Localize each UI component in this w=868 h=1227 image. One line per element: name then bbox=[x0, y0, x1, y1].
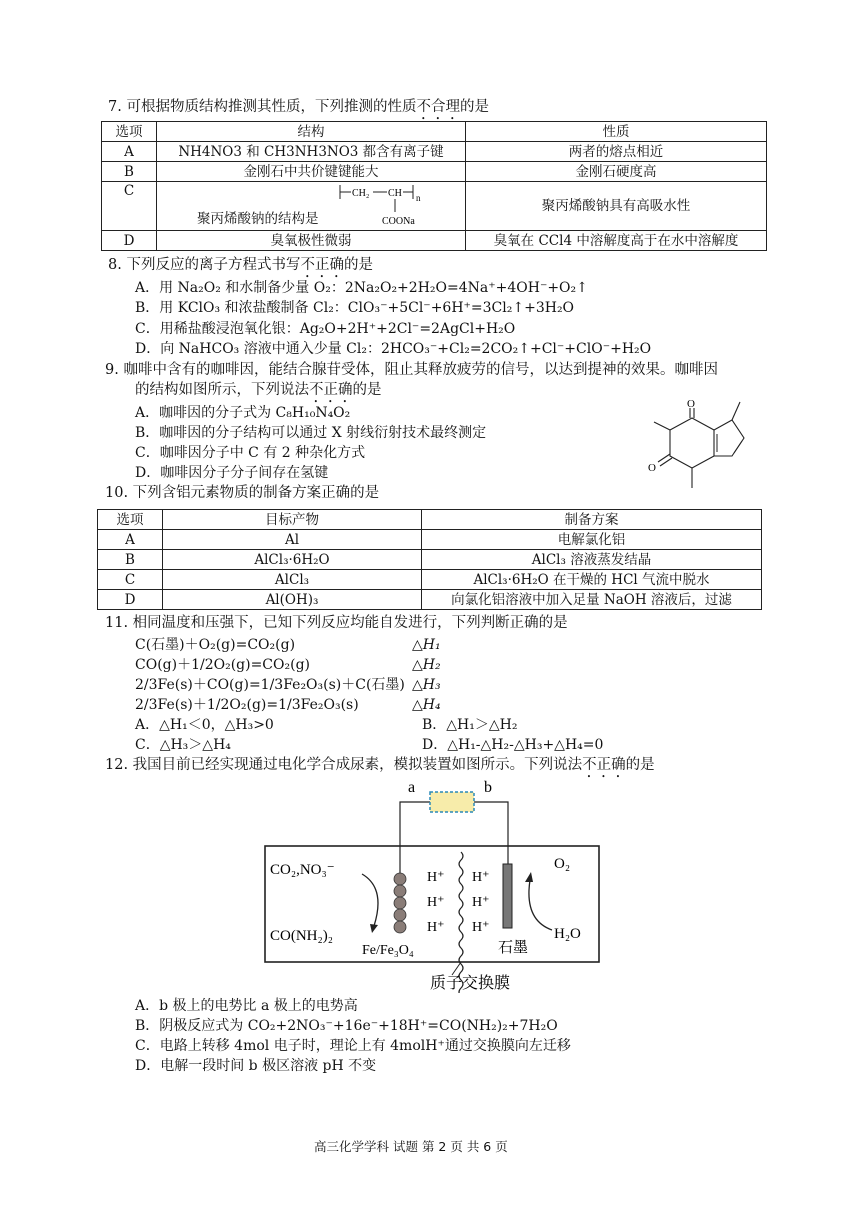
q11-reaction-4: 2/3Fe(s)＋1/2O₂(g)=1/3Fe₂O₃(s) bbox=[135, 697, 359, 713]
q11-stem: 11. 相同温度和压强下，已知下列反应均能自发进行，下列判断正确的是 bbox=[105, 615, 568, 631]
table-header-row bbox=[98, 510, 762, 530]
h-plus-r2: H⁺ bbox=[472, 895, 490, 910]
row-option: D bbox=[102, 231, 157, 251]
membrane-line bbox=[459, 852, 463, 993]
power-supply bbox=[430, 792, 474, 812]
row-method: 向氯化铝溶液中加入足量 NaOH 溶液后，过滤 bbox=[422, 590, 762, 610]
q11-reaction-1: C(石墨)＋O₂(g)=CO₂(g) bbox=[135, 637, 296, 653]
q10-table bbox=[97, 509, 762, 610]
row-option: D bbox=[98, 590, 163, 610]
q9-stem-end: 的是 bbox=[352, 382, 382, 398]
header-method: 制备方案 bbox=[422, 510, 762, 530]
q11-dh-1: △H₁ bbox=[412, 637, 441, 653]
row-property: 两者的熔点相近 bbox=[466, 142, 767, 162]
label-co-nh2: CO(NH₂)₂ bbox=[270, 928, 333, 944]
row-structure: NH4NO3 和 CH3NH3NO3 都含有离子键 bbox=[157, 142, 466, 162]
q9-option-b: B．咖啡因的分子结构可以通过 X 射线衍射技术最终测定 bbox=[135, 425, 487, 441]
q10-stem: 10. 下列含铝元素物质的制备方案正确的是 bbox=[105, 485, 380, 501]
polymer-coona: COONa bbox=[382, 216, 415, 227]
q12-option-a: A．b 极上的电势比 a 极上的电势高 bbox=[135, 998, 358, 1014]
row-option: B bbox=[102, 162, 157, 182]
label-a: a bbox=[408, 779, 416, 796]
row-method: AlCl₃·6H₂O 在干燥的 HCl 气流中脱水 bbox=[422, 570, 762, 590]
table-row bbox=[98, 590, 762, 610]
q8-option-c: C．用稀盐酸浸泡氧化银：Ag₂O+2H⁺+2Cl⁻=2AgCl+H₂O bbox=[135, 321, 516, 337]
h-plus-l3: H⁺ bbox=[427, 920, 445, 935]
polymer-n: n bbox=[416, 193, 421, 203]
label-membrane: 质子交换膜 bbox=[430, 975, 511, 992]
label-fe-fe3o4: Fe/Fe₃O₄ bbox=[362, 943, 414, 958]
row-property: 臭氧在 CCl4 中溶解度高于在水中溶解度 bbox=[466, 231, 767, 251]
row-option: C bbox=[102, 182, 157, 231]
header-option: 选项 bbox=[102, 122, 157, 142]
polymer-ch2: CH₂ bbox=[352, 188, 370, 199]
header-structure: 结构 bbox=[157, 122, 466, 142]
table-row bbox=[102, 231, 767, 251]
caffeine-o-top: O bbox=[687, 398, 695, 410]
row-option: C bbox=[98, 570, 163, 590]
q12-stem-text: 12. 我国目前已经实现通过电化学合成尿素，模拟装置如图所示。下列说法 bbox=[105, 757, 583, 773]
label-graphite: 石墨 bbox=[498, 940, 529, 956]
row-product: Al bbox=[163, 530, 422, 550]
row-structure: 金刚石中共价键键能大 bbox=[157, 162, 466, 182]
q9-stem-line2 bbox=[135, 381, 382, 406]
q12-option-c: C．电路上转移 4mol 电子时，理论上有 4molH⁺通过交换膜向左迁移 bbox=[135, 1038, 571, 1054]
q8-stem-text: 8. 下列反应的离子方程式书写 bbox=[108, 257, 301, 273]
row-property: 聚丙烯酸钠具有高吸水性 bbox=[466, 182, 767, 231]
caffeine-structure bbox=[630, 398, 760, 502]
q12-stem-emphasis: 不正确 bbox=[582, 757, 626, 773]
q11-dh-2: △H₂ bbox=[412, 657, 441, 673]
q8-option-d: D．向 NaHCO₃ 溶液中通入少量 Cl₂：2HCO₃⁻+Cl₂=2CO₂↑+Cl⁻+ClO⁻+H₂O bbox=[135, 341, 652, 357]
row-option: A bbox=[98, 530, 163, 550]
q7-stem-end: 的是 bbox=[459, 99, 489, 115]
q9-stem-emphasis: 不正确 bbox=[309, 382, 353, 398]
q8-stem bbox=[108, 256, 373, 281]
header-option: 选项 bbox=[98, 510, 163, 530]
q8-option-a: A．用 Na₂O₂ 和水制备少量 O₂：2Na₂O₂+2H₂O=4Na⁺+4OH⁻+O₂↑ bbox=[135, 280, 588, 296]
row-structure: 臭氧极性微弱 bbox=[157, 231, 466, 251]
q8-stem-end: 的是 bbox=[343, 257, 373, 273]
q7-stem-text: 7. 可根据物质结构推测其性质，下列推测的性质 bbox=[108, 99, 417, 115]
q11-option-c: C．△H₃＞△H₄ bbox=[135, 737, 231, 753]
q11-option-b: B．△H₁＞△H₂ bbox=[422, 717, 518, 733]
q11-reaction-2: CO(g)＋1/2O₂(g)=CO₂(g) bbox=[135, 657, 310, 673]
row-structure: 聚丙烯酸钠的结构是 bbox=[197, 211, 319, 227]
h-plus-l2: H⁺ bbox=[427, 895, 445, 910]
q9-stem-text: 的结构如图所示，下列说法 bbox=[135, 382, 309, 398]
label-co2-no3: CO₂,NO₃⁻ bbox=[270, 862, 335, 878]
label-h2o: H₂O bbox=[554, 926, 581, 942]
caffeine-o-left: O bbox=[648, 462, 656, 474]
label-o2: O₂ bbox=[554, 856, 571, 872]
row-product: AlCl₃·6H₂O bbox=[163, 550, 422, 570]
header-property: 性质 bbox=[466, 122, 767, 142]
polymer-structure bbox=[337, 182, 447, 230]
h-plus-r1: H⁺ bbox=[472, 870, 490, 885]
h-plus-r3: H⁺ bbox=[472, 920, 490, 935]
table-row bbox=[98, 550, 762, 570]
header-product: 目标产物 bbox=[163, 510, 422, 530]
q11-option-d: D．△H₁-△H₂-△H₃+△H₄=0 bbox=[422, 737, 604, 753]
table-row bbox=[98, 570, 762, 590]
row-product: Al(OH)₃ bbox=[163, 590, 422, 610]
row-property: 金刚石硬度高 bbox=[466, 162, 767, 182]
table-row bbox=[102, 182, 767, 231]
page-footer: 高三化学学科 试题 第 2 页 共 6 页 bbox=[314, 1139, 508, 1154]
electrolysis-diagram bbox=[262, 778, 607, 993]
q8-stem-emphasis: 不正确 bbox=[300, 257, 344, 273]
q11-reaction-3: 2/3Fe(s)＋CO(g)=1/3Fe₂O₃(s)＋C(石墨) bbox=[135, 677, 405, 693]
q12-option-b: B．阴极反应式为 CO₂+2NO₃⁻+16e⁻+18H⁺=CO(NH₂)₂+7H₂O bbox=[135, 1018, 558, 1034]
row-option: B bbox=[98, 550, 163, 570]
q11-option-a: A．△H₁＜0，△H₃>0 bbox=[135, 717, 274, 733]
q9-option-a: A．咖啡因的分子式为 C₈H₁₀N₄O₂ bbox=[135, 405, 351, 421]
q7-stem-emphasis: 不合理 bbox=[416, 99, 460, 115]
h-plus-l1: H⁺ bbox=[427, 870, 445, 885]
table-row bbox=[102, 162, 767, 182]
q7-table bbox=[101, 121, 767, 251]
q9-option-d: D．咖啡因分子分子间存在氢键 bbox=[135, 465, 329, 481]
row-option: A bbox=[102, 142, 157, 162]
table-header-row bbox=[102, 122, 767, 142]
label-b: b bbox=[484, 779, 492, 796]
polymer-ch: CH bbox=[388, 188, 402, 199]
table-row bbox=[102, 142, 767, 162]
table-row bbox=[98, 530, 762, 550]
q12-stem-end: 的是 bbox=[625, 757, 655, 773]
row-method: AlCl₃ 溶液蒸发结晶 bbox=[422, 550, 762, 570]
q8-option-b: B．用 KClO₃ 和浓盐酸制备 Cl₂：ClO₃⁻+5Cl⁻+6H⁺=3Cl₂↑+3H₂O bbox=[135, 300, 575, 316]
row-product: AlCl₃ bbox=[163, 570, 422, 590]
q7-stem bbox=[108, 98, 489, 123]
q12-option-d: D．电解一段时间 b 极区溶液 pH 不变 bbox=[135, 1058, 377, 1074]
q9-option-c: C．咖啡因分子中 C 有 2 种杂化方式 bbox=[135, 445, 366, 461]
q9-stem-line1: 9. 咖啡中含有的咖啡因，能结合腺苷受体，阻止其释放疲劳的信号，以达到提神的效果。咖啡因 bbox=[105, 362, 718, 378]
row-method: 电解氯化铝 bbox=[422, 530, 762, 550]
q11-dh-3: △H₃ bbox=[412, 677, 441, 693]
row-structure-cell bbox=[157, 182, 466, 231]
q11-dh-4: △H₄ bbox=[412, 697, 441, 713]
